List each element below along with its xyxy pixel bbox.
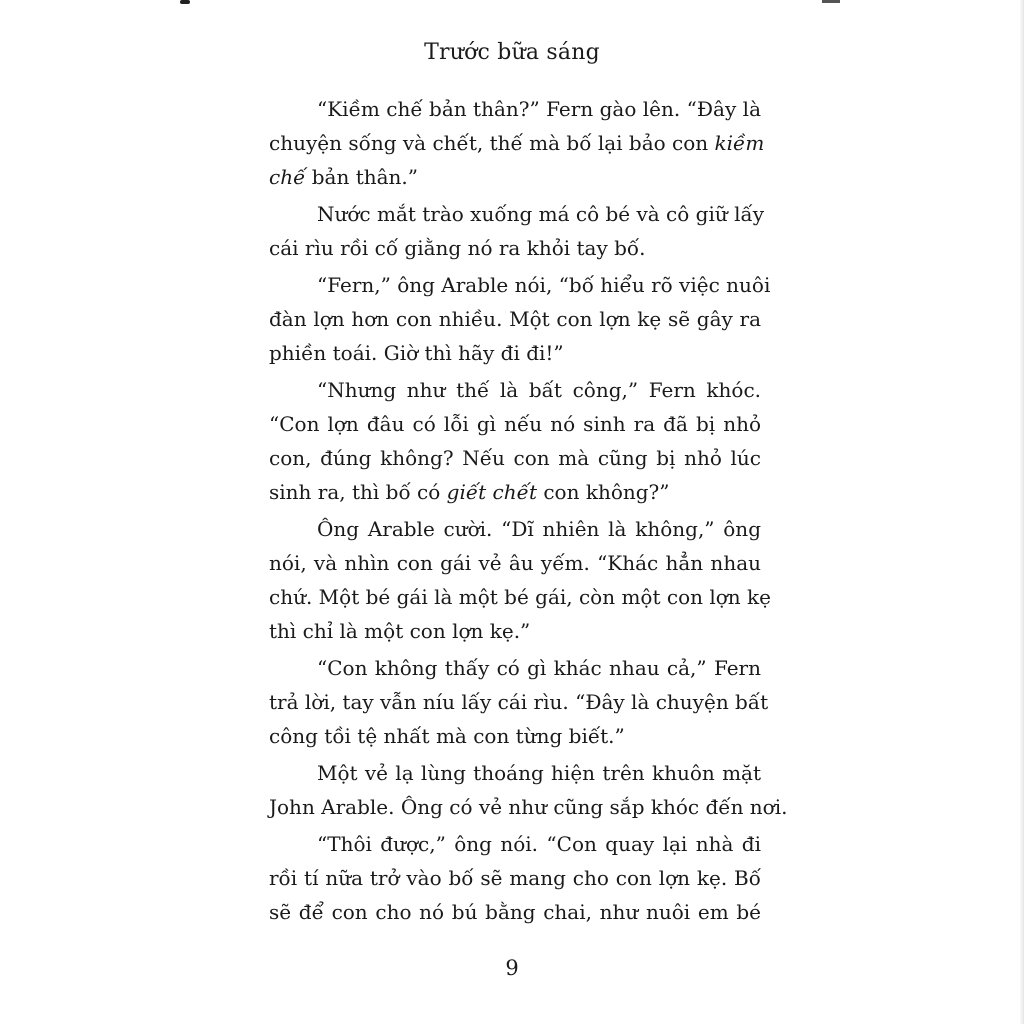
text-line <box>269 407 761 441</box>
text-line <box>269 790 788 824</box>
paragraph <box>269 373 761 509</box>
text-line <box>269 614 761 648</box>
text-run: chuyện sống và chết, thế mà bố lại bảo con <box>269 131 715 155</box>
text-run: Một vẻ lạ lùng thoáng hiện trên khuôn mặt <box>317 761 761 785</box>
paragraph <box>269 512 771 648</box>
text-line <box>269 231 761 265</box>
text-run: thì chỉ là một con lợn kẹ.” <box>269 619 531 643</box>
body-text <box>269 92 788 929</box>
paragraph <box>269 92 765 194</box>
text-run: nói, và nhìn con gái vẻ âu yếm. “Khác hẳn nhau <box>269 551 761 575</box>
text-run: trả lời, tay vẫn níu lấy cái rìu. “Đây là chuyện bất <box>269 690 769 714</box>
text-line <box>269 268 771 302</box>
paragraph <box>269 756 788 824</box>
page-edge-shadow <box>1020 0 1024 1024</box>
text-run: công tồi tệ nhất mà con từng biết.” <box>269 724 625 748</box>
text-line <box>269 651 761 685</box>
text-run: “Thôi được,” ông nói. “Con quay lại nhà đi <box>317 832 761 856</box>
text-run: sinh ra, thì bố có <box>269 480 447 504</box>
text-run: “Nhưng như thế là bất công,” Fern khóc. <box>317 378 761 402</box>
page-number: 9 <box>505 956 519 980</box>
text-line <box>269 302 761 336</box>
text-line <box>269 336 761 370</box>
text-run: rồi tí nữa trở vào bố sẽ mang cho con lợn kẹ. Bố <box>269 866 761 890</box>
page-edge-mark <box>180 0 190 4</box>
paragraph <box>269 651 769 753</box>
page-edge-mark <box>822 0 840 3</box>
text-run: đàn lợn hơn con nhiều. Một con lợn kẹ sẽ gây ra <box>269 307 761 331</box>
text-run: bản thân.” <box>305 165 419 189</box>
text-line <box>269 373 761 407</box>
text-run: con, đúng không? Nếu con mà cũng bị nhỏ lúc <box>269 446 761 470</box>
text-run: “Kiềm chế bản thân?” Fern gào lên. “Đây là <box>317 97 761 121</box>
text-run: “Con lợn đâu có lỗi gì nếu nó sinh ra đã bị nhỏ <box>269 412 761 436</box>
text-line <box>269 685 769 719</box>
text-run: chứ. Một bé gái là một bé gái, còn một con lợn kẹ <box>269 585 771 609</box>
italic-emphasis: giết chết <box>446 480 537 504</box>
paragraph <box>269 268 771 370</box>
text-run: John Arable. Ông có vẻ như cũng sắp khóc đến nơi. <box>269 795 788 819</box>
text-line <box>269 580 771 614</box>
text-line <box>269 126 765 160</box>
text-run: Nước mắt trào xuống má cô bé và cô giữ lấy <box>317 202 765 226</box>
text-line <box>269 719 761 753</box>
text-run: “Con không thấy có gì khác nhau cả,” Fern <box>317 656 761 680</box>
italic-emphasis: chế <box>269 165 306 189</box>
text-line <box>269 827 761 861</box>
paragraph <box>269 827 761 929</box>
paragraph <box>269 197 765 265</box>
text-line <box>269 92 761 126</box>
text-line <box>269 895 761 929</box>
text-line <box>269 160 761 194</box>
text-run: sẽ để con cho nó bú bằng chai, như nuôi em bé <box>269 900 761 924</box>
text-line <box>269 756 761 790</box>
text-line <box>269 475 761 509</box>
text-line <box>269 546 761 580</box>
text-line <box>269 197 765 231</box>
text-run: cái rìu rồi cố giằng nó ra khỏi tay bố. <box>269 236 646 260</box>
text-run: phiền toái. Giờ thì hãy đi đi!” <box>269 341 564 365</box>
text-line <box>269 441 761 475</box>
text-run: con không?” <box>536 480 670 504</box>
text-run: “Fern,” ông Arable nói, “bố hiểu rõ việc nuôi <box>317 273 771 297</box>
running-header: Trước bữa sáng <box>424 40 600 65</box>
text-run: Ông Arable cười. “Dĩ nhiên là không,” ông <box>317 517 761 541</box>
text-line <box>269 861 761 895</box>
text-line <box>269 512 761 546</box>
italic-emphasis: kiềm <box>714 131 765 155</box>
